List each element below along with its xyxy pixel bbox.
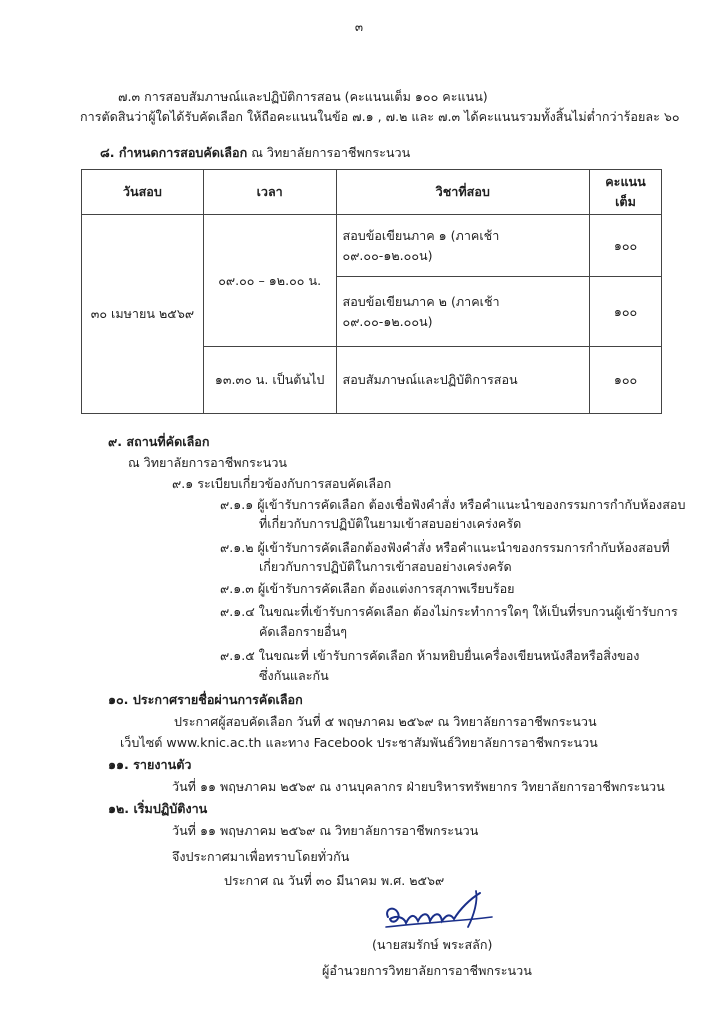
section-8-title: ๘. กำหนดการสอบคัดเลือก xyxy=(100,145,248,160)
section-12-title: ๑๒. เริ่มปฏิบัติงาน xyxy=(108,801,208,816)
header-date: วันสอบ xyxy=(82,170,204,215)
rule-9-1-2-line2: เกี่ยวกับการปฏิบัติในการเข้าสอบอย่างเคร่งครัด xyxy=(259,559,512,574)
announcement-date: ประกาศ ณ วันที่ ๓๐ มีนาคม พ.ศ. ๒๕๖๙ xyxy=(224,873,445,888)
header-time: เวลา xyxy=(203,170,336,215)
closing-statement: จึงประกาศมาเพื่อทราบโดยทั่วกัน xyxy=(172,849,350,864)
header-score-line1: คะแนน xyxy=(605,174,646,189)
rule-9-1-5-line2: ซึ่งกันและกัน xyxy=(259,668,329,683)
signer-name: (นายสมรักษ์ พระสลัก) xyxy=(372,937,493,952)
section-12-line: วันที่ ๑๑ พฤษภาคม ๒๕๖๙ ณ วิทยาลัยการอาชีพกระนวน xyxy=(172,823,479,838)
section-10-line2: เว็บไซต์ www.knic.ac.th และทาง Facebook ประชาสัมพันธ์วิทยาลัยการอาชีพกระนวน xyxy=(120,735,598,750)
signer-position: ผู้อำนวยการวิทยาลัยการอาชีพกระนวน xyxy=(322,963,532,978)
exam-date-cell: ๓๐ เมษายน ๒๕๖๙ xyxy=(82,215,204,414)
exam-schedule-table xyxy=(81,169,662,414)
table-header-row xyxy=(82,170,662,215)
section-8-heading xyxy=(100,144,410,161)
header-subject: วิชาที่สอบ xyxy=(336,170,590,215)
score-cell: ๑๐๐ xyxy=(590,277,662,347)
exam-time-morning: ๐๙.๐๐ – ๑๒.๐๐ น. xyxy=(203,215,336,347)
score-cell: ๑๐๐ xyxy=(590,215,662,277)
header-score xyxy=(590,170,662,215)
exam-time-afternoon: ๑๓.๓๐ น. เป็นต้นไป xyxy=(203,347,336,414)
section-10-line1: ประกาศผู้สอบคัดเลือก วันที่ ๕ พฤษภาคม ๒๕๖๙ ณ วิทยาลัยการอาชีพกระนวน xyxy=(174,714,597,729)
section-9-title: ๙. สถานที่คัดเลือก xyxy=(108,434,210,449)
rule-9-1-5-line1: ๙.๑.๕ ในขณะที่ เข้ารับการคัดเลือก ห้ามหยิบยื่นเครื่องเขียนหนังสือหรือสิ่งของ xyxy=(220,648,640,663)
section-11-title: ๑๑. รายงานตัว xyxy=(108,757,192,772)
section-9-1-title: ๙.๑ ระเบียบเกี่ยวข้องกับการสอบคัดเลือก xyxy=(172,476,392,491)
rule-9-1-4-line2: คัดเลือกรายอื่นๆ xyxy=(259,624,347,639)
section-11-line: วันที่ ๑๑ พฤษภาคม ๒๕๖๙ ณ งานบุคลากร ฝ่ายบริหารทรัพยากร วิทยาลัยการอาชีพกระนวน xyxy=(172,779,665,794)
selection-criteria: การตัดสินว่าผู้ใดได้รับคัดเลือก ให้ถือคะแนนในข้อ ๗.๑ , ๗.๒ และ ๗.๓ ได้คะแนนรวมทั้งสิ้นไม่ต่ำกว่าร้อยละ ๖๐ xyxy=(80,109,680,124)
subject-cell: สอบสัมภาษณ์และปฏิบัติการสอน xyxy=(336,347,590,414)
rule-9-1-1-line1: ๙.๑.๑ ผู้เข้ารับการคัดเลือก ต้องเชื่อฟังคำสั่ง หรือคำแนะนำของกรรมการกำกับห้องสอบ xyxy=(220,497,686,512)
section-8-location: ณ วิทยาลัยการอาชีพกระนวน xyxy=(251,145,411,160)
section-10-title: ๑๐. ประกาศรายชื่อผ่านการคัดเลือก xyxy=(108,692,303,707)
rule-9-1-2-line1: ๙.๑.๒ ผู้เข้ารับการคัดเลือกต้องฟังคำสั่ง หรือคำแนะนำของกรรมการกำกับห้องสอบที่ xyxy=(220,540,670,555)
subject-cell: สอบข้อเขียนภาค ๑ (ภาคเช้า ๐๙.๐๐-๑๒.๐๐น) xyxy=(336,215,590,277)
page-number: ๓ xyxy=(354,20,364,34)
rule-9-1-3: ๙.๑.๓ ผู้เข้ารับการคัดเลือก ต้องแต่งการสุภาพเรียบร้อย xyxy=(220,581,515,596)
score-cell: ๑๐๐ xyxy=(590,347,662,414)
section-7-3: ๗.๓ การสอบสัมภาษณ์และปฏิบัติการสอน (คะแนนเต็ม ๑๐๐ คะแนน) xyxy=(118,89,488,104)
header-score-line2: เต็ม xyxy=(615,194,636,209)
table-row xyxy=(82,215,662,277)
rule-9-1-4-line1: ๙.๑.๔ ในขณะที่เข้ารับการคัดเลือก ต้องไม่กระทำการใดๆ ให้เป็นที่รบกวนผู้เข้ารับการ xyxy=(220,604,678,619)
section-9-location: ณ วิทยาลัยการอาชีพกระนวน xyxy=(128,455,287,470)
rule-9-1-1-line2: ที่เกี่ยวกับการปฏิบัติในยามเข้าสอบอย่างเคร่งครัด xyxy=(259,516,522,531)
subject-cell: สอบข้อเขียนภาค ๒ (ภาคเช้า ๐๙.๐๐-๑๒.๐๐น) xyxy=(336,277,590,347)
signature-icon xyxy=(380,887,500,937)
